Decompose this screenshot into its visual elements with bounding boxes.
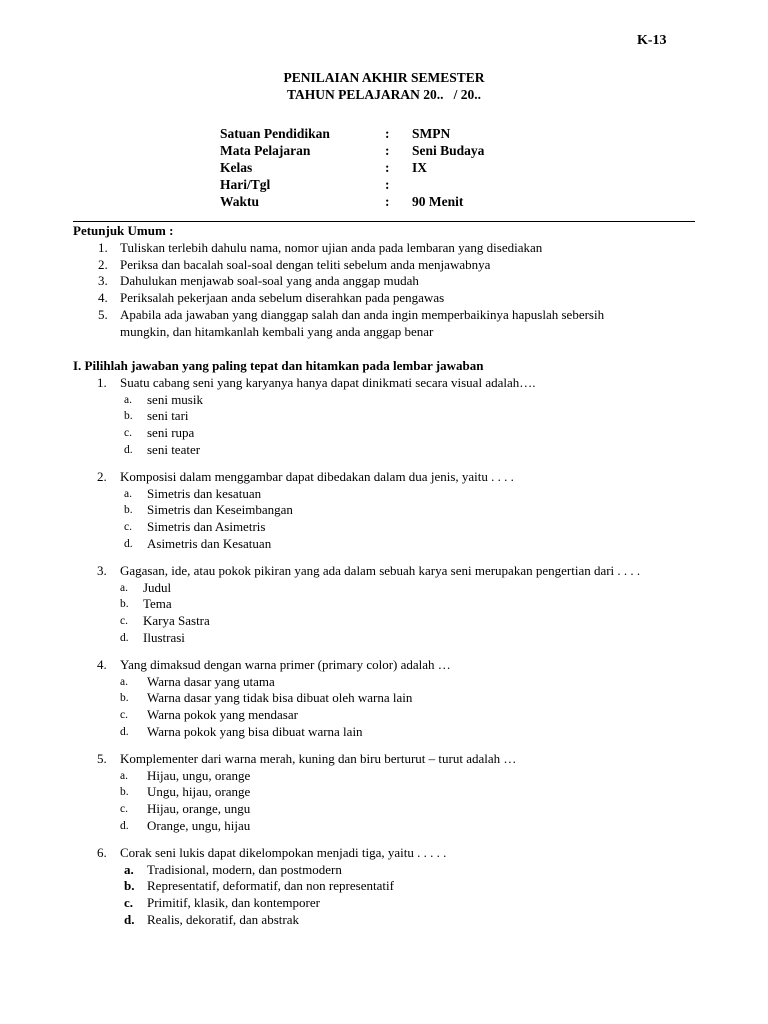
question-text: Corak seni lukis dapat dikelompokan menjadi tiga, yaitu . . . . .: [120, 844, 447, 860]
question-text: Gagasan, ide, atau pokok pikiran yang ada dalam sebuah karya seni merupakan pengertian dari . . . .: [120, 562, 641, 578]
instruction-text: Periksalah pekerjaan anda sebelum diserahkan pada pengawas: [120, 290, 445, 306]
answer-option: [73, 630, 698, 647]
option-letter: a.: [124, 487, 132, 500]
identity-colon: :: [385, 160, 390, 175]
answer-option: [73, 392, 698, 409]
answer-option: [73, 613, 698, 630]
question-number: 1.: [97, 374, 107, 390]
option-text: Tradisional, modern, dan postmodern: [147, 861, 342, 877]
question-item: [73, 751, 698, 835]
answer-option: [73, 596, 698, 613]
option-text: Orange, ungu, hijau: [147, 817, 251, 833]
question-number: 4.: [97, 656, 107, 672]
option-text: Warna dasar yang tidak bisa dibuat oleh warna lain: [147, 690, 413, 706]
option-text: Representatif, deformatif, dan non representatif: [147, 878, 394, 894]
question-text: Komposisi dalam menggambar dapat dibedakan dalam dua jenis, yaitu . . . .: [120, 468, 514, 484]
option-text: seni teater: [147, 441, 201, 457]
answer-option: [73, 895, 698, 912]
option-letter: b.: [124, 878, 135, 894]
instruction-text: Apabila ada jawaban yang dianggap salah dan anda ingin memperbaikinya hapuslah sebersih mungkin, dan hitamkanlah kembali yang anda anggap benar: [120, 306, 605, 339]
option-letter: c.: [120, 615, 128, 628]
identity-value: Seni Budaya: [412, 143, 485, 158]
question-item: [73, 469, 698, 553]
question-text: Suatu cabang seni yang karyanya hanya dapat dinikmati secara visual adalah….: [120, 374, 536, 390]
option-letter: c.: [120, 709, 128, 722]
option-text: Warna pokok yang mendasar: [147, 707, 298, 723]
answer-option: [73, 519, 698, 536]
answer-option: [73, 536, 698, 553]
option-text: Simetris dan kesatuan: [147, 485, 262, 501]
identity-label: Kelas: [220, 160, 253, 175]
identity-value: SMPN: [412, 126, 451, 141]
option-text: Ilustrasi: [143, 629, 185, 645]
title-line-2: TAHUN PELAJARAN 20.. / 20..: [286, 87, 481, 102]
question-item: [73, 563, 698, 647]
option-letter: c.: [124, 521, 132, 534]
answer-option: [73, 862, 698, 879]
identity-value: [412, 176, 612, 193]
instruction-text: Periksa dan bacalah soal-soal dengan teliti sebelum anda menjawabnya: [120, 256, 491, 272]
option-text: seni musik: [147, 391, 203, 407]
option-letter: d.: [124, 537, 133, 550]
option-letter: d.: [120, 725, 129, 738]
instruction-text: Dahulukan menjawab soal-soal yang anda anggap mudah: [120, 273, 419, 289]
question-item: [73, 375, 698, 459]
answer-option: [73, 425, 698, 442]
instruction-number: 3.: [98, 273, 108, 289]
identity-label: Satuan Pendidikan: [220, 126, 330, 141]
option-letter: d.: [120, 631, 129, 644]
instruction-number: 1.: [98, 239, 108, 255]
question-text: Yang dimaksud dengan warna primer (primary color) adalah …: [120, 656, 451, 672]
instruction-item: [73, 307, 695, 341]
option-letter: c.: [124, 895, 134, 911]
identity-row: [220, 176, 612, 193]
identity-label: Mata Pelajaran: [220, 143, 311, 158]
answer-option: [73, 724, 698, 741]
identity-colon: :: [385, 177, 390, 192]
option-letter: d.: [120, 819, 129, 832]
answer-option: [73, 690, 698, 707]
option-text: Hijau, ungu, orange: [147, 767, 251, 783]
identity-row: [220, 142, 612, 159]
option-text: seni rupa: [147, 425, 195, 441]
title-line-1: PENILAIAN AKHIR SEMESTER: [283, 70, 485, 85]
option-text: Warna pokok yang bisa dibuat warna lain: [147, 723, 363, 739]
identity-row: [220, 159, 612, 176]
identity-colon: :: [385, 143, 390, 158]
instruction-item: [73, 273, 695, 290]
answer-option: [73, 707, 698, 724]
answer-option: [73, 442, 698, 459]
instruction-text: Tuliskan terlebih dahulu nama, nomor ujian anda pada lembaran yang disediakan: [120, 239, 543, 255]
option-text: Judul: [143, 579, 172, 595]
instruction-number: 4.: [98, 290, 108, 306]
identity-value: 90 Menit: [412, 194, 464, 209]
option-text: Simetris dan Asimetris: [147, 519, 266, 535]
option-text: Hijau, orange, ungu: [147, 801, 251, 817]
option-letter: b.: [124, 410, 133, 423]
identity-label: Hari/Tgl: [220, 177, 271, 192]
question-number: 2.: [97, 468, 107, 484]
option-letter: a.: [120, 769, 128, 782]
answer-option: [73, 801, 698, 818]
identity-colon: :: [385, 194, 390, 209]
document-title: [0, 69, 768, 103]
answer-option: [73, 674, 698, 691]
option-text: Tema: [143, 596, 172, 612]
answer-option: [73, 580, 698, 597]
option-text: seni tari: [147, 408, 189, 424]
instructions-list: [73, 240, 695, 341]
question-number: 5.: [97, 750, 107, 766]
section-title: I. Pilihlah jawaban yang paling tepat dan hitamkan pada lembar jawaban: [73, 358, 484, 373]
option-letter: c.: [120, 803, 128, 816]
option-text: Karya Sastra: [143, 613, 210, 629]
option-text: Simetris dan Keseimbangan: [147, 502, 293, 518]
option-letter: d.: [124, 443, 133, 456]
option-letter: b.: [124, 504, 133, 517]
identity-row: [220, 125, 612, 142]
answer-option: [73, 502, 698, 519]
answer-option: [73, 768, 698, 785]
answer-option: [73, 408, 698, 425]
instructions-title: Petunjuk Umum :: [73, 223, 174, 238]
option-letter: c.: [124, 427, 132, 440]
option-letter: a.: [120, 675, 128, 688]
question-number: 3.: [97, 562, 107, 578]
question-text: Komplementer dari warna merah, kuning dan biru berturut – turut adalah …: [120, 750, 517, 766]
identity-table: [220, 125, 612, 210]
answer-option: [73, 818, 698, 835]
identity-value: IX: [412, 160, 428, 175]
option-text: Primitif, klasik, dan kontemporer: [147, 895, 320, 911]
document-code: K-13: [637, 33, 667, 48]
identity-colon: :: [385, 126, 390, 141]
horizontal-divider: [73, 221, 695, 222]
option-letter: a.: [124, 393, 132, 406]
option-letter: b.: [120, 786, 129, 799]
general-instructions: [73, 223, 695, 341]
answer-option: [73, 912, 698, 929]
option-text: Warna dasar yang utama: [147, 673, 275, 689]
identity-label: Waktu: [220, 194, 260, 209]
identity-row: [220, 193, 612, 210]
option-letter: a.: [124, 861, 134, 877]
option-text: Ungu, hijau, orange: [147, 784, 251, 800]
option-letter: b.: [120, 692, 129, 705]
instruction-item: [73, 240, 695, 257]
option-letter: a.: [120, 581, 128, 594]
option-letter: d.: [124, 911, 135, 927]
instruction-item: [73, 257, 695, 274]
answer-option: [73, 784, 698, 801]
instruction-number: 2.: [98, 256, 108, 272]
option-letter: b.: [120, 598, 129, 611]
question-item: [73, 657, 698, 741]
option-text: Realis, dekoratif, dan abstrak: [147, 911, 299, 927]
instruction-number: 5.: [98, 306, 108, 322]
question-item: [73, 845, 698, 929]
instruction-item: [73, 290, 695, 307]
question-number: 6.: [97, 844, 107, 860]
answer-option: [73, 878, 698, 895]
option-text: Asimetris dan Kesatuan: [147, 535, 272, 551]
answer-option: [73, 486, 698, 503]
multiple-choice-section: [73, 358, 698, 939]
